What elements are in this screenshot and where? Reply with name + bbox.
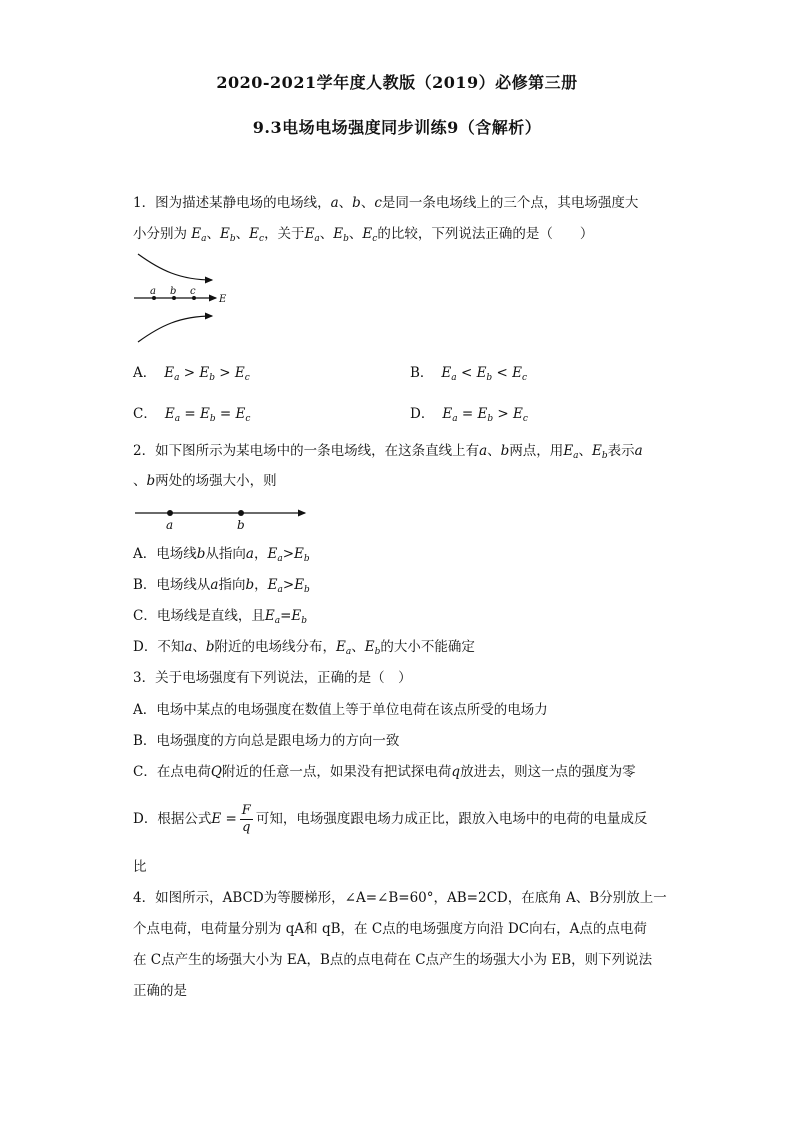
q1-option-c[interactable]: C． $E_a = E_b = E_c$ [133,406,251,424]
page-title-line-1: 2020-2021学年度人教版（2019）必修第三册 [216,73,578,92]
q1-option-b[interactable]: B． $E_a < E_b < E_c$ [410,365,527,383]
q2-stem-line-2: 、b两处的场强大小，则 [133,473,277,489]
q2-field-line-figure [133,502,313,534]
q1-stem-line-1: 1．图为描述某静电场的电场线，a、b、c是同一条电场线上的三个点，其电场强度大 [133,195,639,211]
q4-stem-line-3: 在 C点产生的场强大小为 EA，B点的点电荷在 C点产生的场强大小为 EB，则下列说法 [133,952,653,968]
q3-stem: 3．关于电场强度有下列说法，正确的是（ ） [133,670,412,686]
q4-stem-line-2: 个点电荷，电荷量分别为 qA和 qB，在 C点的电场强度方向沿 DC向右，A点的点电荷 [133,921,647,937]
q2-fig-label-a: a [166,518,174,532]
q1-fig-label-a: a [150,286,156,297]
q2-option-d[interactable]: D．不知a、b附近的电场线分布，$E_a$、$E_b$的大小不能确定 [133,639,475,657]
q1-stem-line-2: 小分别为 $E_a$、$E_b$、$E_c$，关于$E_a$、$E_b$、$E_c$的比较，下列说法正确的是（ ） [133,226,594,244]
q3-option-c[interactable]: C．在点电荷Q附近的任意一点，如果没有把试探电荷q放进去，则这一点的强度为零 [133,764,636,780]
q4-stem-line-1: 4．如图所示，ABCD为等腰梯形，∠A=∠B=60°，AB=2CD，在底角 A、B分别放上一 [133,890,667,906]
q1-fig-label-E: E [219,294,227,305]
page-title-line-2: 9.3电场电场强度同步训练9（含解析） [252,118,542,137]
q4-stem-line-4: 正确的是 [133,983,187,999]
q2-stem-line-1: 2．如下图所示为某电场中的一条电场线，在这条直线上有a、b两点，用$E_a$、$E_b$表示a [133,443,643,461]
q3-formula-fraction: $\frac{F}{q}$ [241,803,251,835]
q3-option-a[interactable]: A．电场中某点的电场强度在数值上等于单位电荷在该点所受的电场力 [133,702,548,718]
q1-option-a[interactable]: A． $E_a > E_b > E_c$ [133,365,250,383]
q1-field-line-figure [130,250,240,345]
q3-option-d-continued: 比 [133,859,147,875]
q1-fig-label-c: c [190,286,196,297]
q1-fig-label-b: b [170,286,177,297]
q2-option-c[interactable]: C．电场线是直线，且$E_a=E_b$ [133,608,308,626]
q2-fig-label-b: b [237,518,245,532]
q2-option-b[interactable]: B．电场线从a指向b，$E_a>E_b$ [133,577,310,595]
q1-option-d[interactable]: D． $E_a = E_b > E_c$ [410,406,528,424]
q3-option-d[interactable]: D．根据公式E = $\frac{F}{q}$ 可知，电场强度跟电场力成正比，跟放入电场中的电荷的电量成反 [133,803,648,835]
q3-option-b[interactable]: B．电场强度的方向总是跟电场力的方向一致 [133,733,400,749]
q2-option-a[interactable]: A．电场线b从指向a，$E_a>E_b$ [133,546,310,564]
